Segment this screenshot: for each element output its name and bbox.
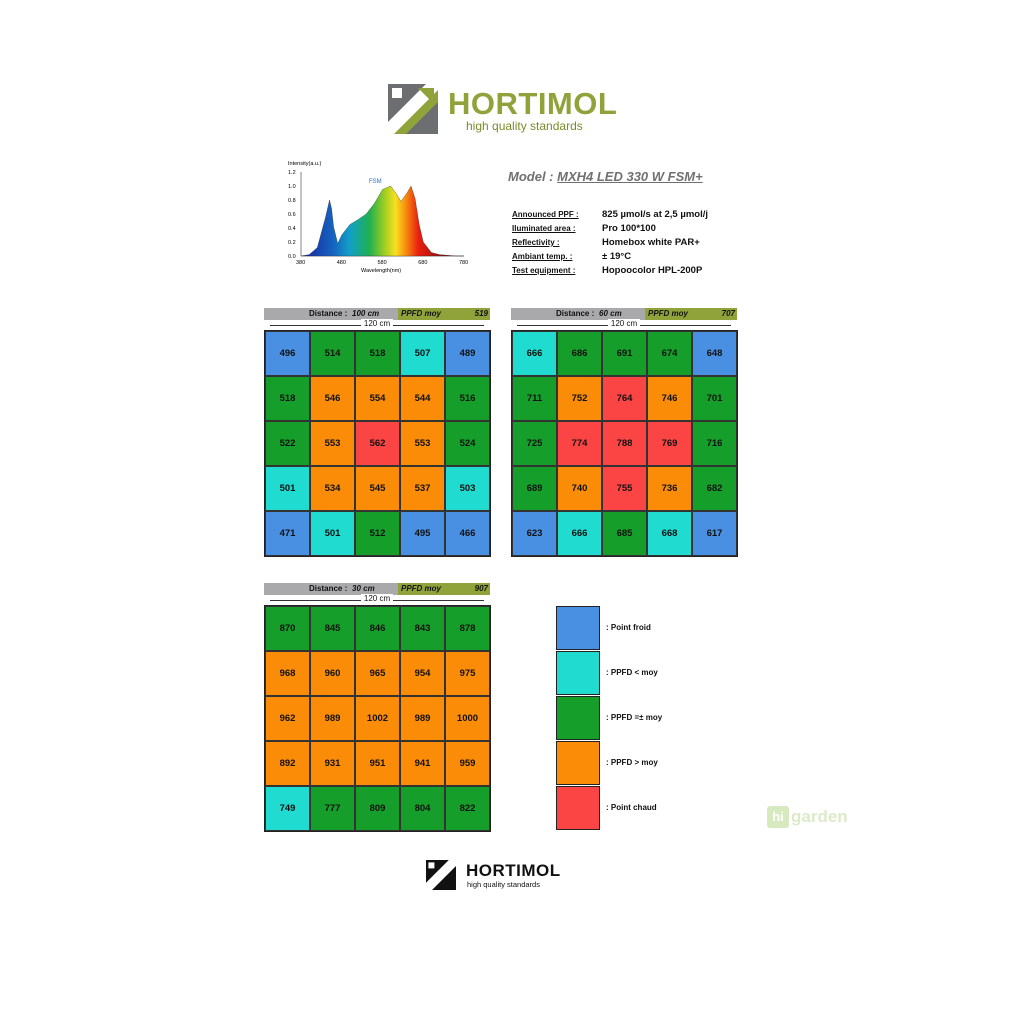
grid-cell: 518 [265,376,310,421]
distance-value: 60 cm [599,309,622,318]
grid-cell: 689 [512,466,557,511]
grid-cell: 951 [355,741,400,786]
legend-label: : Point chaud [606,803,657,812]
ppfd-avg-label: PPFD moy [648,309,689,318]
grid-cell: 553 [400,421,445,466]
spec-value: ± 19°C [602,251,632,262]
spectrum-y-tick: 0.4 [288,226,296,232]
grid-cell: 804 [400,786,445,831]
width-dimension [511,320,737,330]
grid-cell: 809 [355,786,400,831]
ppfd-avg-value: 907 [474,584,488,593]
spec-label: Ambiant temp. : [512,252,573,261]
grid-cell: 544 [400,376,445,421]
grid-cell: 691 [602,331,647,376]
grid-cell: 774 [557,421,602,466]
width-dimension [264,595,490,605]
grid-cell: 749 [265,786,310,831]
grid-cell: 962 [265,696,310,741]
grid-cell: 534 [310,466,355,511]
model-name: MXH4 LED 330 W FSM+ [557,169,703,184]
legend-item [556,651,696,696]
model-title [508,169,703,184]
grid-cell: 686 [557,331,602,376]
grid-cell: 989 [310,696,355,741]
ppfd-avg-label: PPFD moy [401,584,442,593]
grid-cell: 845 [310,606,355,651]
legend-label: : PPFD > moy [606,758,658,767]
grid-cell: 755 [602,466,647,511]
grid-cell: 975 [445,651,490,696]
spec-value: Hopoocolor HPL-200P [602,265,703,276]
grid-cell: 501 [265,466,310,511]
ppfd-grid [264,605,491,832]
brand-tagline: high quality standards [466,119,583,133]
spec-value: Homebox white PAR+ [602,237,700,248]
grid-cell: 524 [445,421,490,466]
grid-cell: 537 [400,466,445,511]
legend-label: : PPFD =± moy [606,713,663,722]
grid-cell: 682 [692,466,737,511]
grid-cell: 514 [310,331,355,376]
spectrum-y-tick: 0.8 [288,198,296,204]
spec-label: Reflectivity : [512,238,560,247]
grid-cell: 507 [400,331,445,376]
ppfd-panel-60cm [511,308,737,557]
grid-cell: 711 [512,376,557,421]
grid-cell: 960 [310,651,355,696]
grid-cell: 648 [692,331,737,376]
spectrum-y-tick: 1.0 [288,184,296,190]
ppfd-avg-label: PPFD moy [401,309,442,318]
legend-swatch [556,696,600,740]
spec-label: Announced PPF : [512,210,579,219]
legend-item [556,741,696,786]
grid-cell: 666 [512,331,557,376]
spec-value: 825 µmol/s at 2,5 µmol/j [602,209,708,220]
watermark-text: garden [791,807,848,826]
grid-cell: 522 [265,421,310,466]
grid-cell: 777 [310,786,355,831]
distance-label: Distance : [309,584,348,593]
hortimol-logo-mark-icon [426,860,456,890]
legend-swatch [556,606,600,650]
grid-cell: 941 [400,741,445,786]
grid-cell: 668 [647,511,692,556]
grid-cell: 788 [602,421,647,466]
grid-cell: 496 [265,331,310,376]
ppfd-panel-100cm [264,308,490,557]
brand-name: HORTIMOL [448,86,618,121]
grid-cell: 965 [355,651,400,696]
spectrum-x-tick: 680 [418,260,428,266]
grid-cell: 471 [265,511,310,556]
distance-value: 30 cm [352,584,375,593]
model-prefix: Model : [508,169,554,184]
watermark-box: hi [767,806,789,828]
width-label: 120 cm [608,319,640,328]
grid-cell: 545 [355,466,400,511]
legend-swatch [556,786,600,830]
grid-cell: 822 [445,786,490,831]
spec-row [512,265,772,279]
grid-cell: 892 [265,741,310,786]
spec-row [512,251,772,265]
grid-cell: 501 [310,511,355,556]
spectrum-y-tick: 0.6 [288,212,296,218]
grid-cell: 466 [445,511,490,556]
grid-cell: 518 [355,331,400,376]
grid-cell: 623 [512,511,557,556]
spectrum-chart [286,158,476,276]
legend-item [556,786,696,831]
grid-cell: 725 [512,421,557,466]
spec-row [512,209,772,223]
legend-swatch [556,651,600,695]
distance-label: Distance : [556,309,595,318]
hortimol-logo-top [388,84,628,136]
ppfd-avg-value: 519 [474,309,488,318]
legend-item [556,606,696,651]
grid-cell: 495 [400,511,445,556]
grid-cell: 666 [557,511,602,556]
hortimol-logo-mark-icon [388,84,438,134]
color-legend [556,606,696,831]
spectrum-x-tick: 580 [377,260,387,266]
distance-value: 100 cm [352,309,380,318]
grid-cell: 870 [265,606,310,651]
spec-row [512,223,772,237]
grid-cell: 736 [647,466,692,511]
brand-tagline: high quality standards [467,880,540,889]
spectrum-y-tick: 0.2 [288,240,296,246]
spectrum-y-tick: 0.0 [288,254,296,260]
grid-cell: 489 [445,331,490,376]
grid-cell: 503 [445,466,490,511]
spec-label: Test equipment : [512,266,576,275]
spectrum-y-axis-label: Intensity(a.u.) [288,161,322,167]
spec-row [512,237,772,251]
distance-label: Distance : [309,309,348,318]
hortimol-logo-bottom [426,860,576,892]
spectrum-x-tick: 380 [296,260,306,266]
grid-cell: 554 [355,376,400,421]
legend-swatch [556,741,600,785]
legend-label: : PPFD < moy [606,668,658,677]
spectrum-x-tick: 480 [336,260,346,266]
spectrum-x-tick: 780 [459,260,469,266]
grid-cell: 878 [445,606,490,651]
spec-label: Iluminated area : [512,224,576,233]
grid-cell: 954 [400,651,445,696]
grid-cell: 746 [647,376,692,421]
grid-cell: 617 [692,511,737,556]
grid-cell: 764 [602,376,647,421]
grid-cell: 512 [355,511,400,556]
grid-cell: 769 [647,421,692,466]
grid-cell: 740 [557,466,602,511]
grid-cell: 843 [400,606,445,651]
ppfd-avg-value: 707 [721,309,735,318]
higarden-watermark [767,806,877,836]
specs-list [512,209,772,279]
grid-cell: 546 [310,376,355,421]
ppfd-grid [511,330,738,557]
grid-cell: 1000 [445,696,490,741]
grid-cell: 959 [445,741,490,786]
spec-value: Pro 100*100 [602,223,656,234]
spectrum-x-axis-label: Wavelength(nm) [361,268,402,274]
grid-cell: 516 [445,376,490,421]
ppfd-panel-30cm [264,583,490,832]
brand-name: HORTIMOL [466,861,561,880]
legend-label: : Point froid [606,623,651,632]
grid-cell: 989 [400,696,445,741]
grid-cell: 968 [265,651,310,696]
grid-cell: 562 [355,421,400,466]
legend-item [556,696,696,741]
spectrum-fsm-area [301,186,464,256]
grid-cell: 931 [310,741,355,786]
width-dimension [264,320,490,330]
ppfd-grid [264,330,491,557]
grid-cell: 846 [355,606,400,651]
grid-cell: 674 [647,331,692,376]
width-label: 120 cm [361,319,393,328]
width-label: 120 cm [361,594,393,603]
grid-cell: 685 [602,511,647,556]
grid-cell: 1002 [355,696,400,741]
spectrum-series-label: FSM [369,179,382,185]
grid-cell: 716 [692,421,737,466]
grid-cell: 701 [692,376,737,421]
grid-cell: 752 [557,376,602,421]
grid-cell: 553 [310,421,355,466]
spectrum-y-tick: 1.2 [288,170,296,176]
